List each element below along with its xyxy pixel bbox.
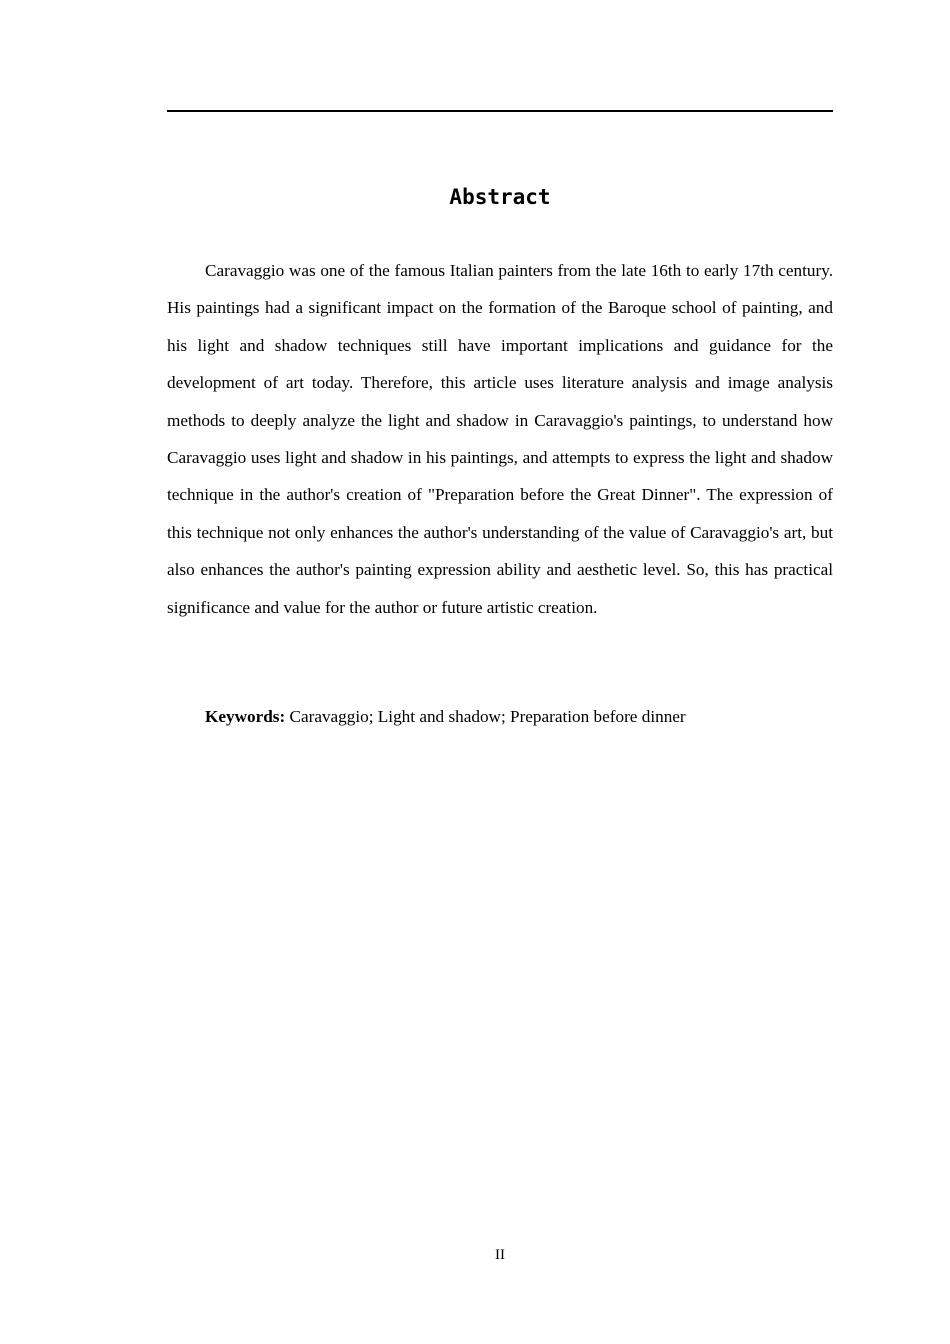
keywords-line (167, 700, 833, 734)
keywords-text: Caravaggio; Light and shadow; Preparation before dinner (289, 707, 686, 726)
abstract-body: Caravaggio was one of the famous Italian painters from the late 16th to early 17th century. His paintings had a significant impact on the formation of the Baroque school of painting, and his light and shadow techniques still have important implications and guidance for the development of art today. Therefore, this article uses literature analysis and image analysis methods to deeply analyze the light and shadow in Caravaggio's paintings, to understand how Caravaggio uses light and shadow in his paintings, and attempts to express the light and shadow technique in the author's creation of "Preparation before the Great Dinner". The expression of this technique not only enhances the author's understanding of the value of Caravaggio's art, but also enhances the author's painting expression ability and aesthetic level. So, this has practical significance and value for the author or future artistic creation. (167, 261, 833, 617)
abstract-title: Abstract (449, 185, 551, 209)
header-rule (167, 110, 833, 112)
keywords-label: Keywords: (205, 707, 286, 726)
page-number: II (495, 1247, 505, 1263)
